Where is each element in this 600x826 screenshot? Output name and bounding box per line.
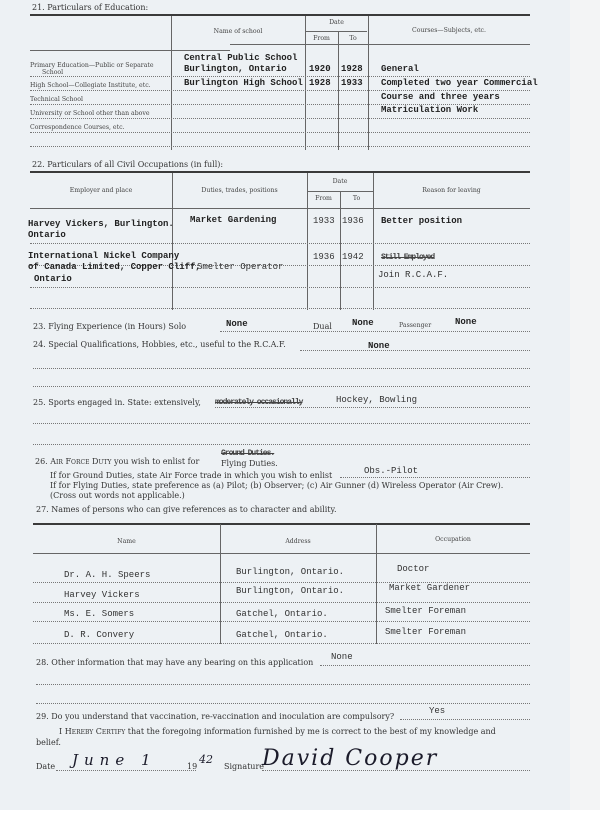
dotted-line (30, 118, 530, 119)
ground-duties-struck: Ground Duties. (221, 449, 275, 458)
header-to: To (352, 195, 361, 202)
employer-1-line1: Harvey Vickers, Burlington. (28, 219, 174, 229)
row-label-high-school: High School—Collegiate Institute, etc. (30, 82, 151, 89)
sports-value: Hockey, Bowling (336, 395, 418, 405)
dual-hours: None (352, 318, 374, 328)
dual-label: Dual (313, 322, 332, 331)
row-label-university: University or School other than above (30, 110, 150, 117)
dotted-line (30, 90, 530, 91)
dotted-line (33, 444, 530, 445)
dotted-line (30, 308, 530, 309)
solo-hours: None (226, 319, 248, 329)
reference-4-occupation: Smelter Foreman (385, 627, 467, 637)
air-force-duty-label (35, 457, 199, 466)
section-21-title: 21. Particulars of Education: (32, 3, 149, 12)
primary-course: General (381, 64, 419, 74)
passenger-hours: None (455, 317, 477, 327)
header-name: Name (117, 538, 136, 545)
passenger-label: Passenger (399, 322, 432, 329)
divider (171, 16, 172, 150)
primary-school-name: Central Public School (184, 53, 298, 63)
dotted-line (30, 146, 530, 147)
divider (30, 50, 230, 51)
year-prefix: 19 (187, 762, 198, 771)
reference-2-address: Burlington, Ontario. (236, 586, 345, 596)
dotted-line (33, 602, 530, 603)
reference-4-address: Gatchel, Ontario. (236, 630, 328, 640)
special-qualifications-label: 24. Special Qualifications, Hobbies, etc., useful to the R.C.A.F. (33, 340, 286, 349)
trade-value: Obs.-Pilot (364, 466, 419, 476)
section-27-title: 27. Names of persons who can give references as to character and ability. (36, 505, 337, 514)
header-to: To (349, 35, 357, 42)
air-force-duty-caption: Air Force Duty (50, 457, 112, 466)
header-duties: Duties, trades, positions (201, 187, 278, 194)
flying-preference-label: If for Flying Duties, state preference as (a) Pilot; (b) Observer; (c) Air Gunner (d) Wireless Operator (Air Crew). (50, 481, 504, 490)
row-label-primary-school: School (42, 69, 64, 76)
high-to: 1933 (341, 78, 363, 88)
occ-1-from: 1933 (313, 216, 335, 226)
dotted-line (33, 643, 530, 644)
dotted-line (400, 719, 530, 720)
high-school-name: Burlington High School (184, 78, 303, 88)
header-from: From (315, 195, 332, 202)
header-employer: Employer and place (69, 187, 133, 194)
high-from: 1928 (309, 78, 331, 88)
header-courses: Courses—Subjects, etc. (411, 27, 486, 34)
header-name-of-school: Name of school (213, 28, 263, 35)
air-force-duty-suffix: you wish to enlist for (113, 457, 200, 466)
certification-text (59, 727, 496, 736)
sports-label: 25. Sports engaged in. State: extensively, (33, 398, 201, 407)
dotted-line (36, 703, 530, 704)
occ-2-from: 1936 (313, 252, 335, 262)
header-address: Address (285, 538, 311, 545)
dotted-line (33, 368, 530, 369)
reason-2: Join R.C.A.F. (378, 270, 449, 280)
cross-out-note: (Cross out words not applicable.) (50, 491, 185, 500)
divider (368, 16, 369, 150)
reference-2-occupation: Market Gardener (389, 583, 471, 593)
primary-from: 1920 (309, 64, 331, 74)
divider (307, 173, 308, 310)
dotted-line (215, 407, 530, 408)
scan-margin (570, 0, 600, 810)
date-value: June 1 (72, 751, 157, 769)
divider (30, 208, 530, 209)
reference-4-name: D. R. Convery (64, 630, 135, 640)
reference-3-address: Gatchel, Ontario. (236, 609, 328, 619)
year-value: 42 (199, 753, 213, 766)
vaccination-question: 29. Do you understand that vaccination, re-vaccination and inoculation are compulsory? (36, 712, 395, 721)
other-information-value: None (331, 652, 353, 662)
duties-2: Smelter Operator (197, 262, 284, 272)
signature: David Cooper (262, 746, 439, 771)
dotted-line (30, 243, 530, 244)
flying-duties-option: Flying Duties. (221, 459, 278, 468)
section-27-rule (33, 523, 530, 525)
dotted-line (36, 684, 530, 685)
divider (340, 191, 341, 310)
reference-2-name: Harvey Vickers (64, 590, 140, 600)
sports-struck-options: moderately occasionally (215, 398, 303, 407)
reference-1-address: Burlington, Ontario. (236, 567, 345, 577)
section-22-title: 22. Particulars of all Civil Occupations (in full): (32, 160, 224, 169)
high-course-1: Completed two year Commercial (381, 78, 538, 88)
header-date: Date (332, 178, 348, 185)
header-occupation: Occupation (435, 536, 471, 543)
reason-2-struck: Still Employed (381, 253, 435, 262)
duties-1: Market Gardening (190, 215, 277, 225)
primary-school-location: Burlington, Ontario (184, 64, 287, 74)
divider (230, 44, 530, 45)
special-qualifications-value: None (368, 341, 390, 351)
high-course-3: Matriculation Work (381, 105, 479, 115)
date-line (56, 770, 196, 771)
employer-2-line1: International Nickel Company (28, 251, 180, 261)
employer-1-line2: Ontario (28, 230, 66, 240)
header-date: Date (329, 19, 344, 26)
dotted-line (30, 132, 530, 133)
row-label-primary: Primary Education—Public or Separate (30, 62, 154, 69)
employer-2-line2: of Canada Limited, Copper Cliff, (28, 262, 201, 272)
header-from: From (313, 35, 330, 42)
ground-duties-trade-label: If for Ground Duties, state Air Force trade in which you wish to enlist (50, 471, 333, 480)
other-information-label: 28. Other information that may have any bearing on this application (36, 658, 314, 667)
dotted-line (220, 331, 530, 332)
section-21-rule (30, 14, 530, 16)
signature-label: Signature (224, 762, 265, 771)
divider (33, 553, 530, 554)
row-label-technical: Technical School (30, 96, 83, 103)
cert-smallcaps: Hereby Certify (64, 727, 126, 736)
date-label: Date (36, 762, 56, 771)
row-label-correspondence: Correspondence Courses, etc. (30, 124, 125, 131)
primary-to: 1928 (341, 64, 363, 74)
vaccination-answer: Yes (429, 706, 446, 716)
reference-3-name: Ms. E. Somers (64, 609, 135, 619)
occ-2-to: 1942 (342, 252, 364, 262)
dotted-line (30, 287, 530, 288)
reference-1-occupation: Doctor (397, 564, 430, 574)
flying-experience-label: 23. Flying Experience (in Hours) Solo (33, 322, 187, 331)
occ-1-to: 1936 (342, 216, 364, 226)
dotted-line (30, 76, 530, 77)
employer-2-line3: Ontario (34, 274, 72, 284)
dotted-line (300, 350, 530, 351)
high-course-2: Course and three years (381, 92, 500, 102)
dotted-line (340, 477, 530, 478)
section-22-rule (30, 171, 530, 173)
reason-1: Better position (381, 216, 463, 226)
dotted-line (320, 665, 530, 666)
dotted-line (33, 423, 530, 424)
dotted-line (33, 386, 530, 387)
cert-prefix: I (59, 727, 63, 736)
certification-belief: belief. (36, 738, 61, 747)
dotted-line (33, 621, 530, 622)
divider (305, 31, 367, 32)
header-reason: Reason for leaving (422, 187, 481, 194)
item-number: 26. (35, 457, 48, 466)
reference-1-name: Dr. A. H. Speers (64, 570, 151, 580)
cert-body: that the foregoing information furnished by me is correct to the best of my knowledge and (127, 727, 496, 736)
reference-3-occupation: Smelter Foreman (385, 606, 467, 616)
